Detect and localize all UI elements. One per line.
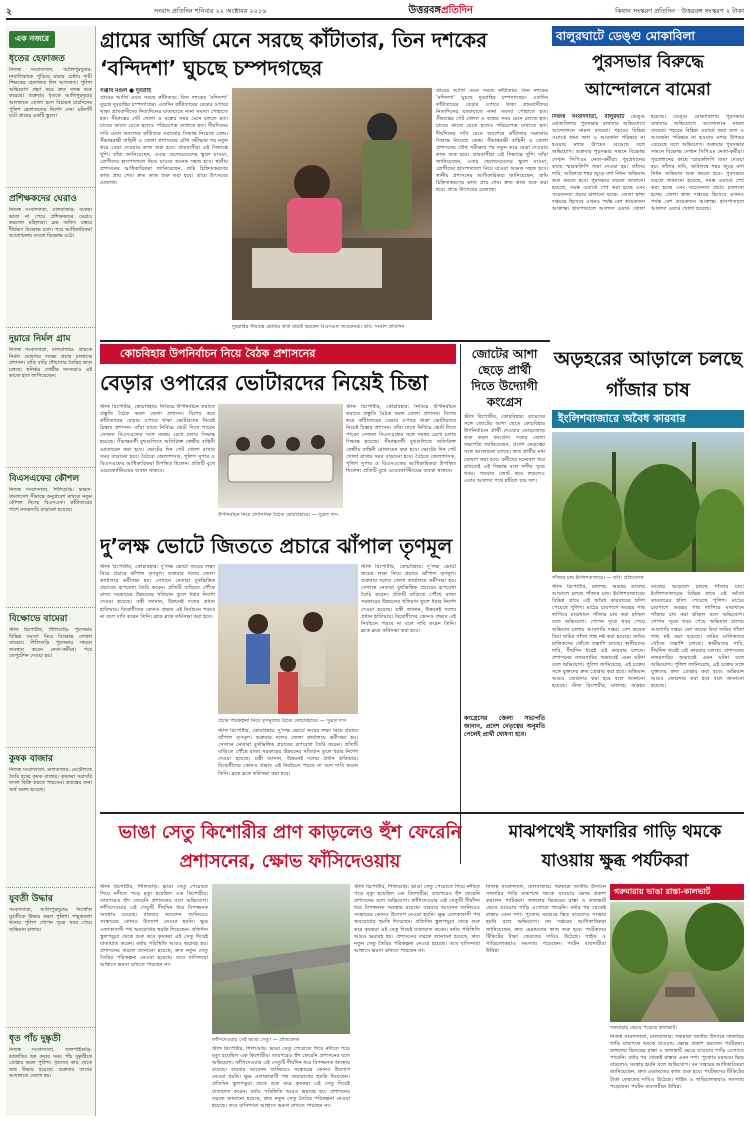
brief-text: নিজস্ব সংবাদদাতা, আলিপুরদুয়ার: নাবালিকাকে পুড়িয়ে মারার চেষ্টায় দায়ী শিক্ষকের হেফাজত দিল আদালত। পুলিশ অভিযোগ গ্রহণ করে দ্রুত তদন্ত শুরু করেছে। শুক্রবার ধৃতকে আলিপুরদুয়ার আদালতে তোলা হলে বিচারক চারদিনের পুলিশ হেফাজতের নির্দেশ দেন। ঘটনাটি ঘটে গ্রামের একটি স্কুলে। [9,67,92,120]
brief-title: প্রশিক্ষকদের ঘেরাও [9,194,78,204]
tmc-text-b: স্টাফ রিপোর্টার, কোচবিহার: দু’লক্ষ ভোটে জয়ের লক্ষ্য নিয়ে প্রচারে ঝাঁপাল তৃণমূল। শুক্রবার দলের জেলা কার্যালয়ে কর্মীসভা হয়। সেখানে নেতারা বুথভিত্তিক প্রচারের রূপরেখা তৈরি করেন। প্রতিটি বাড়িতে পৌঁছে রাজ্য সরকারের উন্নয়নের খতিয়ান তুলে ধরার নির্দেশ দেওয়া হয়েছে। মন্ত্রী জানান, উন্নয়নই দলের প্রধান হাতিয়ার। বিরোধীদের কোনও প্রভাব এই নির্বাচনে পড়বে না বলে দাবি করেন তিনি। ব্লকে ব্লকে কর্মিসভা করা হবে। [361,564,456,634]
brief-title: ধৃত পাঁচ দুষ্কৃতী [9,1034,61,1044]
cooch-kicker: কোচবিহার উপনির্বাচন নিয়ে বৈঠক প্রশাসনের [120,347,316,360]
page-number: ২ [6,6,12,17]
brief-title: যুবতী উদ্ধার [9,894,53,904]
congress-story [460,344,548,864]
brand-prefix: উত্তরবঙ্গ [408,4,442,16]
cooch-photo [218,404,343,508]
cooch-photo-illustration [218,404,343,508]
ganja-caption: গাঁজার চাষ ইংলিশবাজারে। — ছবি: প্রতিবেদক [552,575,644,581]
right-body [552,114,744,338]
brief-text: নিজস্ব সংবাদদাতা, জলপাইগুড়ি: ডাকাতির ছক কষার সময় পাঁচ দুষ্কৃতীকে গ্রেপ্তার করল পুলিশ। ধৃতদের কাছ থেকে অস্ত্র উদ্ধার হয়েছে। শুক্রবার তাদের আদালতে তোলা হয়। [9,1047,92,1080]
tmc-caption: প্রচার পরিকল্পনা নিয়ে তৃণমূলের বৈঠক কোচবিহারে। — সুব্রত দাস [218,718,347,724]
page-header [6,4,744,20]
tmc-text-c: স্টাফ রিপোর্টার, কোচবিহার: দু’লক্ষ ভোটে জয়ের লক্ষ্য নিয়ে প্রচারে ঝাঁপাল তৃণমূল। শুক্রবার দলের জেলা কার্যালয়ে কর্মীসভা হয়। সেখানে নেতারা বুথভিত্তিক প্রচারের রূপরেখা তৈরি করেন। প্রতিটি বাড়িতে পৌঁছে রাজ্য সরকারের উন্নয়নের খতিয়ান তুলে ধরার নির্দেশ দেওয়া হয়েছে। মন্ত্রী জানান, উন্নয়নই দলের প্রধান হাতিয়ার। বিরোধীদের কোনও প্রভাব এই নির্বাচনে পড়বে না বলে দাবি করেন তিনি। ব্লকে ব্লকে কর্মিসভা করা হবে। [218,728,358,777]
right-kicker-box [552,26,744,46]
congress-highlight: কংগ্রেসের জেলা সভাপতি জানান, প্রদেশ নেতৃত্বের অনুমতি পেলেই প্রার্থী ঘোষণা হবে। [464,715,545,738]
right-text: ডেঙ্গু মোকাবিলায় পুরসভার ব্যর্থতার অভিযোগে আন্দোলনে নামল বামেরা। শহরের বিভিন্ন ওয়ার্ডে জমা জল ও আবর্জনা পরিষ্কার না হওয়ায় মশার উপদ্রব বেড়েছে বলে অভিযোগ। শুক্রবার পুরসভার সামনে বিক্ষোভ দেখান সিপিএম নেতা-কর্মীরা। পুরপ্রধানের কাছে স্মারকলিপি জমা দেওয়া হয়। তাঁদের দাবি, অবিলম্বে শহর জুড়ে মশা নিধন অভিযান শুরু করতে হবে। পুরসভার তরফে জানানো হয়েছে, সমস্ত ওয়ার্ডে স্প্রে করা হচ্ছে এবং সচেতনতা প্রচার চালানো হচ্ছে। জেলা স্বাস্থ্য দপ্তরের হিসেবে এখনও পর্যন্ত বেশ কয়েকজন আক্রান্ত। হাসপাতালে আলাদা ওয়ার্ড খোলা হয়েছে। [552,114,666,213]
tmc-headline-box [100,532,456,560]
lead-photo [232,88,432,320]
cooch-headline-box [100,368,456,398]
safari-photo [610,902,744,1022]
brief-text: সংবাদদাতা, আলিপুরদুয়ার: নিখোঁজ যুবতীকে উদ্ধার করল পুলিশ। শামুকতলা থানার পুলিশ গোপন সূত্রে খবর পেয়ে অভিযান চালায়। [9,907,92,933]
date-line: সংবাদ প্রতিদিন শনিবার ২২ অক্টোবর ২০১৬ [153,6,267,15]
bridge-headline: ভাঙা সেতু কিশোরীর প্রাণ কাড়লেও হুঁশ ফেরেনি প্রশাসনের, ক্ষোভ ফাঁসিদেওয়ায় [118,822,462,872]
congress-body [461,412,548,712]
lead-photo-illustration [232,88,432,320]
tmc-headline: দু’লক্ষ ভোটে জিততে প্রচারে ঝাঁপাল তৃণমূল [100,534,453,558]
brief-text: নিজস্ব সংবাদদাতা, মালবাজার: বকেয়া ভাতা না পেয়ে প্রশিক্ষকদের ঘেরাও করলেন মহিলারা। ব্লক অফিস চত্বরে দীর্ঘক্ষণ বিক্ষোভ চলে। পরে আধিকারিকরা আলোচনায় বসলে বিক্ষোভ ওঠে। [9,207,92,240]
bridge-text-b: স্টাফ রিপোর্টার, শিলিগুড়ি: ভাঙা সেতু পেরোতে গিয়ে নদীতে পড়ে মৃত্যু হয়েছিল এক কিশোরীর। তারপরেও হুঁশ ফেরেনি প্রশাসনের বলে অভিযোগ। ফাঁসিদেওয়ার এই সেতুটি দীর্ঘদিন ধরে বিপজ্জনক অবস্থায় রয়েছে। বারবার আবেদন জানিয়েও সংস্কারের কোনও উদ্যোগ নেওয়া হয়নি। ক্ষুব্ধ এলাকাবাসী পথ অবরোধের হুমকি দিয়েছেন। প্রতিদিন স্কুলপড়ুয়া থেকে শুরু করে কৃষকরা এই সেতু দিয়েই যাতায়াত করেন। বর্ষায় পরিস্থিতি আরও ভয়াবহ হয়। প্রশাসনের তরফে জানানো হয়েছে, দ্রুত নতুন সেতু তৈরির পরিকল্পনা নেওয়া হয়েছে। তবে বাসিন্দারা আশ্বাসে ভরসা রাখতে পারছেন না। [212,1046,350,1109]
sidebar-brief [6,188,95,328]
safari-sub: গরুমারায় ভাঙা রাস্তা-কালভার্ট [614,887,711,896]
safari-photo-illustration [610,902,744,1022]
section-divider [100,340,550,342]
cooch-text-a: স্টাফ রিপোর্টার, কোচবিহার: নিবিঘ্নে উপনির্বাচন করাতে প্রস্তুতি বৈঠক করল জেলা প্রশাসন। বিশেষ করে কাঁটাতারের বেড়ার ওপারে থাকা ভোটারদের নিয়েই চিন্তায় প্রশাসন। তাঁরা যাতে নির্বিঘ্নে ভোট দিতে পারেন সেজন্য বিএসএফের সঙ্গে সমন্বয় রেখে চলার সিদ্ধান্ত হয়েছে। সীমান্তবর্তী বুথগুলিতে অতিরিক্ত কেন্দ্রীয় বাহিনী মোতায়েন করা হবে। ভোটের দিন গেট খোলা রাখার সময় বাড়ানো হবে। বৈঠকে জেলাশাসক, পুলিশ সুপার ও বিএসএফের আধিকারিকরা উপস্থিত ছিলেন। প্রতিটি বুথে ওয়েবকাস্টিংয়ের ব্যবস্থা থাকবে। [100,404,215,474]
congress-text: স্টাফ রিপোর্টার, কোচবিহার: বামেদের সঙ্গে জোটের আশা ছেড়ে কোচবিহার উপনির্বাচনে প্রার্থী দেওয়ার তোড়জোড় শুরু করল কংগ্রেস। দলের জেলা সভাপতি জানিয়েছেন, প্রদেশ নেতৃত্বের সঙ্গে আলোচনা চলছে। দ্রুত প্রার্থীর নাম ঘোষণা করা হবে। কর্মীদের মনোবল ধরে রাখতেই এই সিদ্ধান্ত বলে দলীয় সূত্রে খবর। গতবার জোট করে লড়লেও এবার আলাদা পথে হাঁটতে চায় দল। [464,414,545,484]
lead-headline: গ্রামের আর্জি মেনে সরছে কাঁটাতার, তিন দশকের ‘বন্দিদশা’ ঘুচছে চম্পদগছের [100,28,488,80]
cooch-kicker-box [100,344,456,364]
bridge-text-c: স্টাফ রিপোর্টার, শিলিগুড়ি: ভাঙা সেতু পেরোতে গিয়ে নদীতে পড়ে মৃত্যু হয়েছিল এক কিশোরীর। তারপরেও হুঁশ ফেরেনি প্রশাসনের বলে অভিযোগ। ফাঁসিদেওয়ার এই সেতুটি দীর্ঘদিন ধরে বিপজ্জনক অবস্থায় রয়েছে। বারবার আবেদন জানিয়েও সংস্কারের কোনও উদ্যোগ নেওয়া হয়নি। ক্ষুব্ধ এলাকাবাসী পথ অবরোধের হুমকি দিয়েছেন। প্রতিদিন স্কুলপড়ুয়া থেকে শুরু করে কৃষকরা এই সেতু দিয়েই যাতায়াত করেন। বর্ষায় পরিস্থিতি আরও ভয়াবহ হয়। প্রশাসনের তরফে জানানো হয়েছে, দ্রুত নতুন সেতু তৈরির পরিকল্পনা নেওয়া হয়েছে। তবে বাসিন্দারা আশ্বাসে ভরসা রাখতে পারছেন না। [354,884,480,954]
sidebar-brief [6,468,95,608]
brief-text: নিজস্ব সংবাদদাতা, মালবাজার: গ্রামকে নির্মল ঘোষণার লক্ষ্যে প্রচার চালাচ্ছে প্রশাসন। বাড়ি বাড়ি শৌচাগার তৈরির কাজ চলছে। স্বনির্ভর গোষ্ঠীর সদস্যরাও এই কাজে হাত লাগিয়েছেন। [9,347,92,380]
bridge-caption: ফাঁসিদেওয়ার সেই ভাঙা সেতু। — প্রতিবেদক [212,1037,300,1043]
cooch-text-b: স্টাফ রিপোর্টার, কোচবিহার: নিবিঘ্নে উপনির্বাচন করাতে প্রস্তুতি বৈঠক করল জেলা প্রশাসন। বিশেষ করে কাঁটাতারের বেড়ার ওপারে থাকা ভোটারদের নিয়েই চিন্তায় প্রশাসন। তাঁরা যাতে নির্বিঘ্নে ভোট দিতে পারেন সেজন্য বিএসএফের সঙ্গে সমন্বয় রেখে চলার সিদ্ধান্ত হয়েছে। সীমান্তবর্তী বুথগুলিতে অতিরিক্ত কেন্দ্রীয় বাহিনী মোতায়েন করা হবে। ভোটের দিন গেট খোলা রাখার সময় বাড়ানো হবে। বৈঠকে জেলাশাসক, পুলিশ সুপার ও বিএসএফের আধিকারিকরা উপস্থিত ছিলেন। প্রতিটি বুথে ওয়েবকাস্টিংয়ের ব্যবস্থা থাকবে। [346,404,456,474]
sidebar-brief [6,1028,95,1116]
safari-caption: গরুমারায় ভেঙে পড়েছে কালভার্ট। [610,1025,678,1031]
ganja-photo [552,432,744,572]
lead-caption: দুবরাহির সীমান্তে ভোটার কার্ড যাচাই করছেন বিএসএফ জওয়ানরা। ছবি: সংবাদ প্রতিদিন [232,324,405,330]
brief-title: ধৃতের হেফাজত [9,54,65,64]
bridge-text-a: স্টাফ রিপোর্টার, শিলিগুড়ি: ভাঙা সেতু পেরোতে গিয়ে নদীতে পড়ে মৃত্যু হয়েছিল এক কিশোরীর। তারপরেও হুঁশ ফেরেনি প্রশাসনের বলে অভিযোগ। ফাঁসিদেওয়ার এই সেতুটি দীর্ঘদিন ধরে বিপজ্জনক অবস্থায় রয়েছে। বারবার আবেদন জানিয়েও সংস্কারের কোনও উদ্যোগ নেওয়া হয়নি। ক্ষুব্ধ এলাকাবাসী পথ অবরোধের হুমকি দিয়েছেন। প্রতিদিন স্কুলপড়ুয়া থেকে শুরু করে কৃষকরা এই সেতু দিয়েই যাতায়াত করেন। বর্ষায় পরিস্থিতি আরও ভয়াবহ হয়। প্রশাসনের তরফে জানানো হয়েছে, দ্রুত নতুন সেতু তৈরির পরিকল্পনা নেওয়া হয়েছে। তবে বাসিন্দারা আশ্বাসে ভরসা রাখতে পারছেন না। [100,884,208,969]
safari-body-a [486,884,606,1114]
cooch-caption: উপনির্বাচন নিয়ে প্রশাসনিক বৈঠক কোচবিহারে। — সুব্রত দাস [218,512,338,518]
sidebar-brief [6,608,95,748]
ganja-headline-box [552,344,744,408]
tmc-photo [218,564,358,714]
brief-title: বিক্ষোভে বামেরা [9,614,68,624]
bridge-photo [212,884,350,1034]
ganja-text: স্টাফ রিপোর্টার, মালদহ: অড়হর ডালের আড়ালে চলছে গাঁজার চাষ। ইংলিশবাজারের বিভিন্ন গ্রামে এই অবৈধ কারবারের হদিশ পেয়েছে পুলিশ। মাঠের চারপাশে অড়হর গাছ লাগিয়ে মাঝখানে গাঁজার চাষ করা হচ্ছিল বলে অভিযোগ। গোপন সূত্রে খবর পেয়ে অভিযান চালায় আবগারি দপ্তর। বেশ কয়েক বিঘা জমির গাঁজা গাছ নষ্ট করা হয়েছে। জমির মালিকদের খোঁজে তল্লাশি চলছে। স্থানীয়দের দাবি, দীর্ঘদিন ধরেই এই কারবার চলছে। প্রশাসনের নজরদারির অভাবেই এমন ঘটনা বলে অভিযোগ। পুলিশ জানিয়েছে, এই চক্রের সঙ্গে যুক্তদের দ্রুত গ্রেপ্তার করা হবে। অভিযান আরও জোরদার করা হবে বলে জানানো হয়েছে। [552,584,645,690]
tmc-text-a: স্টাফ রিপোর্টার, কোচবিহার: দু’লক্ষ ভোটে জয়ের লক্ষ্য নিয়ে প্রচারে ঝাঁপাল তৃণমূল। শুক্রবার দলের জেলা কার্যালয়ে কর্মীসভা হয়। সেখানে নেতারা বুথভিত্তিক প্রচারের রূপরেখা তৈরি করেন। প্রতিটি বাড়িতে পৌঁছে রাজ্য সরকারের উন্নয়নের খতিয়ান তুলে ধরার নির্দেশ দেওয়া হয়েছে। মন্ত্রী জানান, উন্নয়নই দলের প্রধান হাতিয়ার। বিরোধীদের কোনও প্রভাব এই নির্বাচনে পড়বে না বলে দাবি করেন তিনি। ব্লকে ব্লকে কর্মিসভা করা হবে। [100,564,215,620]
ganja-body [552,584,744,810]
sidebar-brief [6,748,95,888]
masthead [408,3,473,20]
safari-body-b [610,1034,744,1114]
brief-title: কুষক বাজার [9,754,53,764]
cooch-body-b [346,404,456,524]
brief-text: নিজস্ব সংবাদদাতা, মালবাজার: মেটেলিতে তৈরি হচ্ছে কৃষক বাজার। কৃষকরা সরাসরি ফসল বিক্রি করতে পারবেন। প্রকল্পের জন্য অর্থ বরাদ্দ হয়েছে। [9,767,92,793]
lead-byline: সঞ্জীব মণ্ডল ● দুবরাহি [100,88,152,94]
sidebar-brief [6,48,95,188]
brief-text: স্টাফ রিপোর্টার, শিলিগুড়ি: পুরসভার বিভিন্ন সমস্যা নিয়ে বিক্ষোভ দেখাল বামেরা। শিলিগুড়ি পুরসভার সামনে অবস্থান করেন নেতা-কর্মীরা। পরে ডেপুটেশন দেওয়া হয়। [9,627,92,660]
lead-body-cont [436,88,548,336]
safari-text-a: নিজস্ব সংবাদদাতা, মালবাজার: গরুমারা জাতীয় উদ্যানে সাফারির গাড়ি মাঝপথে থমকে যাওয়ায় ক্ষোভ প্রকাশ করলেন পর্যটকরা। জঙ্গলের ভিতরের রাস্তা ও কালভার্ট ভেঙে যাওয়ায় গাড়ি এগোতে পারেনি। বর্ষার পর থেকেই রাস্তার এমন দশা। পুজোর মরশুমে ভিড় বাড়লেও সংস্কার হয়নি বলে অভিযোগ। বন দপ্তরের আধিকারিকরা জানিয়েছেন, দ্রুত মেরামতের কাজ শুরু হবে। পর্যটকদের টিকিটের টাকা ফেরতের দাবিও উঠেছে। গাইড ও গাড়িচালকরাও সমস্যায় পড়েছেন। পর্যটন ব্যবসায়ীরা উদ্বিগ্ন। [486,884,606,954]
bridge-body-a [100,884,208,1114]
tmc-photo-illustration [218,564,358,714]
lead-body [100,88,228,336]
safari-headline-box [486,818,744,880]
safari-headline: মাঝপথেই সাফারির গাড়ি থমকে যাওয়ায় ক্ষুব্ধ পর্যটকরা [508,822,722,871]
sidebar-tag: এক নজরে [9,31,55,48]
brand-suffix: প্রতিদিন [441,4,473,16]
brief-title: বিএসএফের কৌশল [9,474,80,484]
right-byline: নিজস্ব সংবাদদাতা, বালুরঘাট [552,114,625,120]
brief-text: নিজস্ব সংবাদদাতা, শিলিগুড়ি: ভারত-বাংলাদেশ সীমান্তে অনুপ্রবেশ রুখতে নতুন কৌশল নিচ্ছে বিএসএফ। কাঁটাতারের পাশে নজরদারি বাড়ানো হয়েছে। [9,487,92,513]
brief-list [6,48,95,1116]
ganja-headline: অড়হরের আড়ালে চলছে গাঁজার চাষ [553,348,743,401]
bottom-divider [100,812,744,814]
bridge-headline-box [100,818,480,880]
lead-text-cont: গ্রামের আর্জি মেনে সরছে কাঁটাতার। তিন দশকের ‘বন্দিদশা’ ঘুচছে দুবরাহির চম্পদগছের। এতদিন কাঁটাতারের বেড়ার ওপারে থাকা গ্রামবাসীদের নিত্যদিনের যাতায়াতে নানা সমস্যা পোহাতে হত। সীমান্তের গেট খোলা ও বন্ধের সময় মেনে চলতে হত। চাষের কাজে যেতে হলেও পরিচয়পত্র দেখাতে হত। দীর্ঘদিনের দাবি মেনে অবশেষে কাঁটাতার সরানোর সিদ্ধান্ত নিয়েছে কেন্দ্র। সীমান্তরক্ষী বাহিনী ও জেলা প্রশাসনের যৌথ সমীক্ষার পর নতুন করে বেড়া দেওয়ার কাজ শুরু হবে। গ্রামবাসীরা এই সিদ্ধান্তে খুশি। তাঁরা জানিয়েছেন, এবার ছেলেমেয়েদের স্কুলে যাওয়া, রোগীদের হাসপাতালে নিয়ে যাওয়া অনেক সহজ হবে। স্থানীয় প্রশাসনের আধিকারিকরা জানিয়েছেন, জমি চিহ্নিতকরণের কাজ প্রায় শেষ। দ্রুত কাজ শুরু করা হবে। গ্রামে উৎসবের মেজাজ। [436,88,548,194]
news-brief-sidebar [6,26,96,1116]
right-headline: পুরসভার বিরুদ্ধে আন্দোলনে বামেরা [585,52,711,100]
bridge-photo-illustration [212,884,350,1034]
right-text-2: ডেঙ্গু মোকাবিলায় পুরসভার ব্যর্থতার অভিযোগে আন্দোলনে নামল বামেরা। শহরের বিভিন্ন ওয়ার্ডে জমা জল ও আবর্জনা পরিষ্কার না হওয়ায় মশার উপদ্রব বেড়েছে বলে অভিযোগ। শুক্রবার পুরসভার সামনে বিক্ষোভ দেখান সিপিএম নেতা-কর্মীরা। পুরপ্রধানের কাছে স্মারকলিপি জমা দেওয়া হয়। তাঁদের দাবি, অবিলম্বে শহর জুড়ে মশা নিধন অভিযান শুরু করতে হবে। পুরসভার তরফে জানানো হয়েছে, সমস্ত ওয়ার্ডে স্প্রে করা হচ্ছে এবং সচেতনতা প্রচার চালানো হচ্ছে। জেলা স্বাস্থ্য দপ্তরের হিসেবে এখনও পর্যন্ত বেশ কয়েকজন আক্রান্ত। হাসপাতালে আলাদা ওয়ার্ড খোলা হয়েছে। [651,114,744,213]
lead-headline-box [100,26,545,84]
sidebar-brief [6,888,95,1028]
cooch-headline: বেড়ার ওপারের ভোটারদের নিয়েই চিন্তা [100,371,428,395]
ganja-sub-box [552,410,744,428]
bridge-body-b [212,1046,350,1114]
congress-headline: জোটের আশা ছেড়ে প্রার্থী দিতে উদ্যোগী কংগ্রেস [471,347,538,409]
ganja-text-2: স্টাফ রিপোর্টার, মালদহ: অড়হর ডালের আড়ালে চলছে গাঁজার চাষ। ইংলিশবাজারের বিভিন্ন গ্রামে এই অবৈধ কারবারের হদিশ পেয়েছে পুলিশ। মাঠের চারপাশে অড়হর গাছ লাগিয়ে মাঝখানে গাঁজার চাষ করা হচ্ছিল বলে অভিযোগ। গোপন সূত্রে খবর পেয়ে অভিযান চালায় আবগারি দপ্তর। বেশ কয়েক বিঘা জমির গাঁজা গাছ নষ্ট করা হয়েছে। জমির মালিকদের খোঁজে তল্লাশি চলছে। স্থানীয়দের দাবি, দীর্ঘদিন ধরেই এই কারবার চলছে। প্রশাসনের নজরদারির অভাবেই এমন ঘটনা বলে অভিযোগ। পুলিশ জানিয়েছে, এই চক্রের সঙ্গে যুক্তদের দ্রুত গ্রেপ্তার করা হবে। অভিযান আরও জোরদার করা হবে বলে জানানো হয়েছে। [571,584,744,690]
ganja-sub: ইংলিশবাজারে অবৈধ কারবার [558,412,686,425]
brief-title: দুয়ারে নির্মল গ্রাম [9,334,71,344]
price-line: কিষান সংস্করণ প্রতিদিন · উত্তরবঙ্গ সংস্করণ ২ টাকা [615,6,744,15]
ganja-photo-illustration [552,432,744,572]
cooch-body-a [100,404,215,529]
tmc-body-c [218,728,358,804]
lead-text: গ্রামের আর্জি মেনে সরছে কাঁটাতার। তিন দশকের ‘বন্দিদশা’ ঘুচছে দুবরাহির চম্পদগছের। এতদিন কাঁটাতারের বেড়ার ওপারে থাকা গ্রামবাসীদের নিত্যদিনের যাতায়াতে নানা সমস্যা পোহাতে হত। সীমান্তের গেট খোলা ও বন্ধের সময় মেনে চলতে হত। চাষের কাজে যেতে হলেও পরিচয়পত্র দেখাতে হত। দীর্ঘদিনের দাবি মেনে অবশেষে কাঁটাতার সরানোর সিদ্ধান্ত নিয়েছে কেন্দ্র। সীমান্তরক্ষী বাহিনী ও জেলা প্রশাসনের যৌথ সমীক্ষার পর নতুন করে বেড়া দেওয়ার কাজ শুরু হবে। গ্রামবাসীরা এই সিদ্ধান্তে খুশি। তাঁরা জানিয়েছেন, এবার ছেলেমেয়েদের স্কুলে যাওয়া, রোগীদের হাসপাতালে নিয়ে যাওয়া অনেক সহজ হবে। স্থানীয় প্রশাসনের আধিকারিকরা জানিয়েছেন, জমি চিহ্নিতকরণের কাজ প্রায় শেষ। দ্রুত কাজ শুরু করা হবে। গ্রামে উৎসবের মেজাজ। [100,95,228,187]
tmc-body-b [361,564,456,804]
right-kicker: বালুরঘাটে ডেঙ্গু মোকাবিলা [556,29,695,43]
right-headline-box [552,48,744,110]
sidebar-brief [6,328,95,468]
bridge-body-c [354,884,480,1114]
safari-sub-box [610,884,744,900]
tmc-body-a [100,564,215,804]
safari-text-b: নিজস্ব সংবাদদাতা, মালবাজার: গরুমারা জাতীয় উদ্যানে সাফারির গাড়ি মাঝপথে থমকে যাওয়ায় ক্ষোভ প্রকাশ করলেন পর্যটকরা। জঙ্গলের ভিতরের রাস্তা ও কালভার্ট ভেঙে যাওয়ায় গাড়ি এগোতে পারেনি। বর্ষার পর থেকেই রাস্তার এমন দশা। পুজোর মরশুমে ভিড় বাড়লেও সংস্কার হয়নি বলে অভিযোগ। বন দপ্তরের আধিকারিকরা জানিয়েছেন, দ্রুত মেরামতের কাজ শুরু হবে। পর্যটকদের টিকিটের টাকা ফেরতের দাবিও উঠেছে। গাইড ও গাড়িচালকরাও সমস্যায় পড়েছেন। পর্যটন ব্যবসায়ীরা উদ্বিগ্ন। [610,1034,744,1090]
